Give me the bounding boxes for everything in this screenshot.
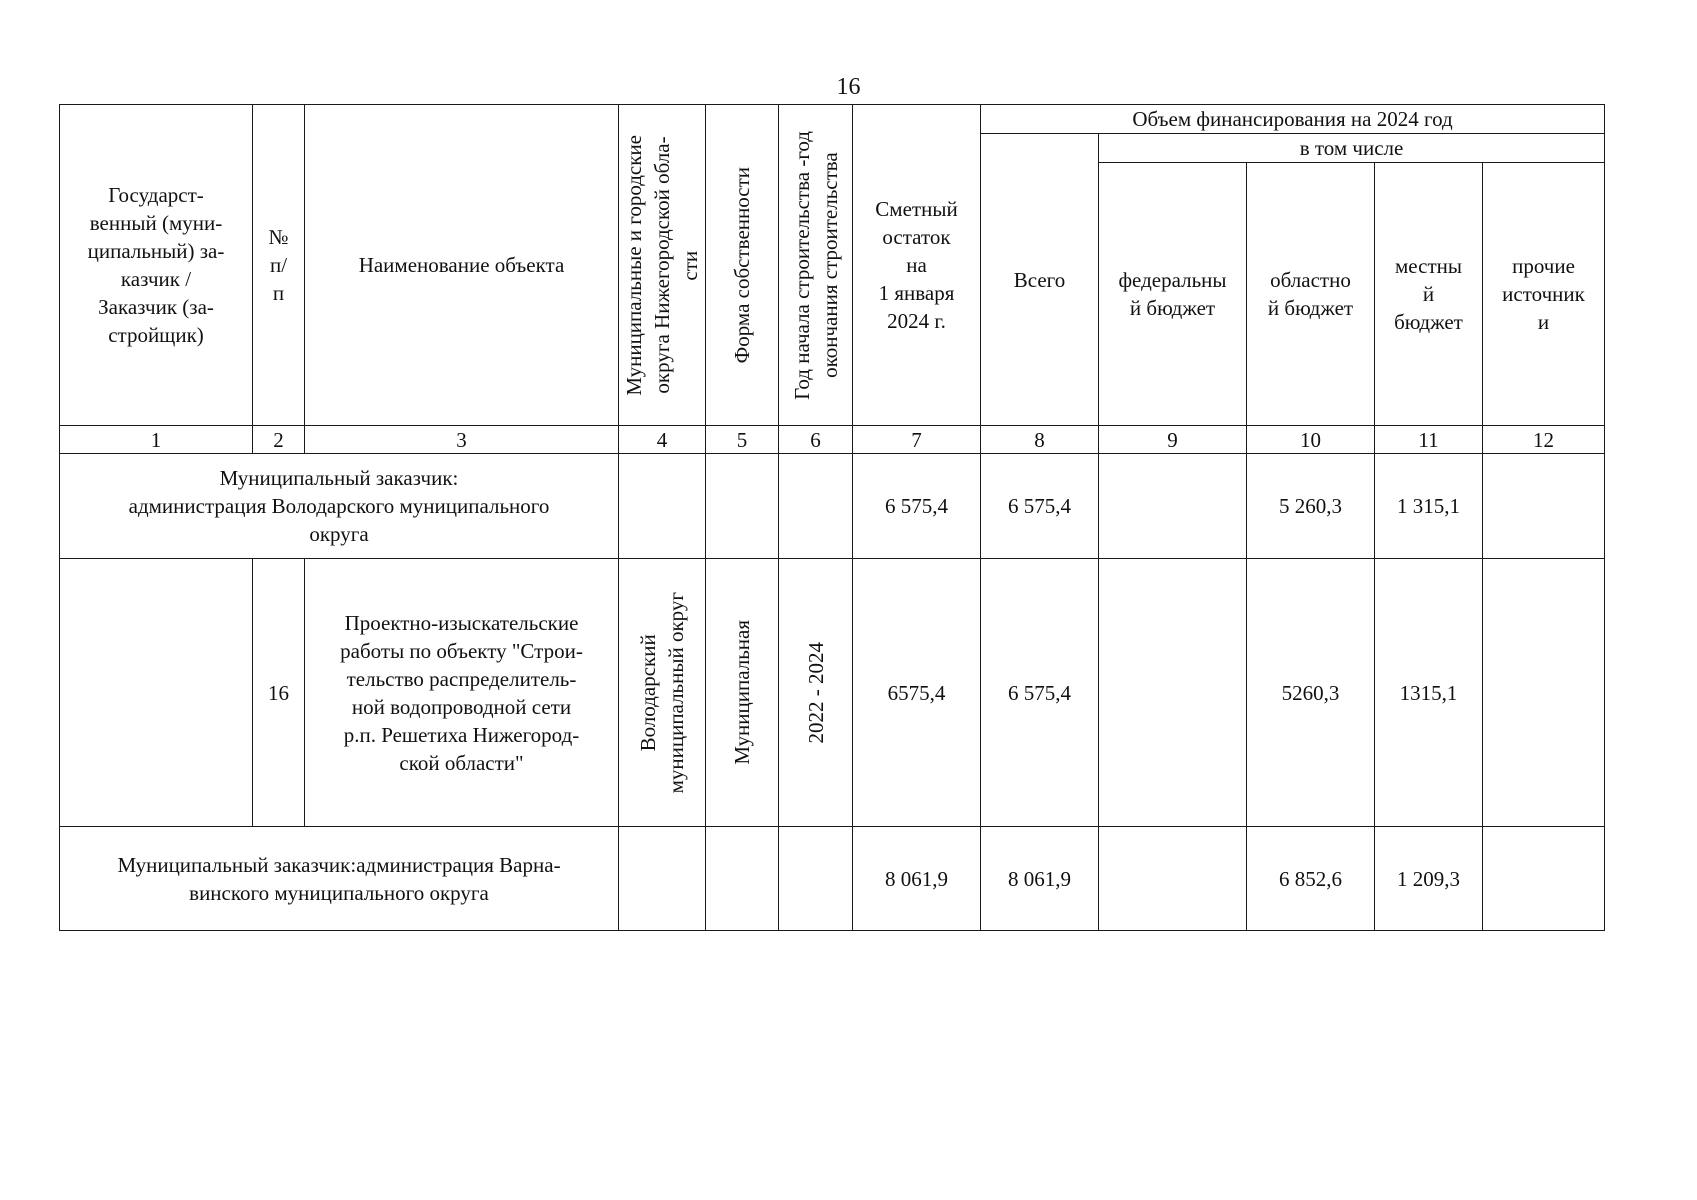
regional-cell: 6 852,6 <box>1247 827 1375 931</box>
years-text: 2022 - 2024 <box>803 641 828 744</box>
total-cell: 6 575,4 <box>981 454 1099 559</box>
total-cell: 6 575,4 <box>981 559 1099 827</box>
local-cell: 1315,1 <box>1375 559 1483 827</box>
object-name-cell: Проектно-изыскательские работы по объекту "Строи- тельство распределитель- ной водопроводной сети р.п. Решетиха Нижегород- ской области" <box>305 559 619 827</box>
other-cell <box>1483 454 1605 559</box>
federal-cell <box>1099 827 1247 931</box>
regional-cell: 5260,3 <box>1247 559 1375 827</box>
municipality-cell <box>619 454 706 559</box>
header-local: местны й бюджет <box>1375 163 1483 426</box>
header-years-text: Год начала строительства -год окончания строительства <box>789 130 842 400</box>
ownership-text: Муниципальная <box>730 620 754 765</box>
table-row-object-16 <box>60 559 1605 827</box>
table-row-volodarsky-summary <box>60 454 1605 559</box>
federal-cell <box>1099 454 1247 559</box>
financing-table <box>59 104 1605 931</box>
column-number: 4 <box>619 426 706 454</box>
column-number: 3 <box>305 426 619 454</box>
ownership-cell <box>706 559 779 827</box>
column-number: 5 <box>706 426 779 454</box>
municipality-cell <box>619 827 706 931</box>
header-financing-group: Объем финансирования на 2024 год <box>981 105 1605 134</box>
column-number: 1 <box>60 426 253 454</box>
column-number: 7 <box>853 426 981 454</box>
row-number-cell: 16 <box>253 559 305 827</box>
column-number: 12 <box>1483 426 1605 454</box>
header-ownership-text: Форма собственности <box>730 166 754 364</box>
header-row-number: № п/ п <box>253 105 305 426</box>
header-ownership <box>706 105 779 426</box>
total-cell: 8 061,9 <box>981 827 1099 931</box>
header-municipality-text: Муниципальные и городские округа Нижегородской обла- сти <box>622 134 702 396</box>
table-row-varnavinsky-summary <box>60 827 1605 931</box>
balance-cell: 8 061,9 <box>853 827 981 931</box>
regional-cell: 5 260,3 <box>1247 454 1375 559</box>
balance-cell: 6575,4 <box>853 559 981 827</box>
column-number: 11 <box>1375 426 1483 454</box>
header-other: прочие источник и <box>1483 163 1605 426</box>
header-balance: Сметный остаток на 1 января 2024 г. <box>853 105 981 426</box>
header-total: Всего <box>981 134 1099 426</box>
column-number: 2 <box>253 426 305 454</box>
customer-varnavinsky: Муниципальный заказчик:администрация Варна- винского муниципального округа <box>60 827 619 931</box>
customer-volodarsky: Муниципальный заказчик: администрация Володарского муниципального округа <box>60 454 619 559</box>
column-number: 10 <box>1247 426 1375 454</box>
customer-cell <box>60 559 253 827</box>
local-cell: 1 315,1 <box>1375 454 1483 559</box>
municipality-text: Володарский муниципальный округ <box>636 591 688 794</box>
local-cell: 1 209,3 <box>1375 827 1483 931</box>
municipality-cell <box>619 559 706 827</box>
ownership-cell <box>706 827 779 931</box>
page-number: 16 <box>836 74 861 100</box>
header-object-name: Наименование объекта <box>305 105 619 426</box>
header-municipality <box>619 105 706 426</box>
ownership-cell <box>706 454 779 559</box>
column-number: 9 <box>1099 426 1247 454</box>
header-customer: Государст- венный (муни- ципальный) за- казчик / Заказчик (за- стройщик) <box>60 105 253 426</box>
header-years <box>779 105 853 426</box>
other-cell <box>1483 559 1605 827</box>
federal-cell <box>1099 559 1247 827</box>
years-cell <box>779 827 853 931</box>
years-cell <box>779 559 853 827</box>
header-including: в том числе <box>1099 134 1605 163</box>
header-federal: федеральны й бюджет <box>1099 163 1247 426</box>
column-number: 6 <box>779 426 853 454</box>
years-cell <box>779 454 853 559</box>
balance-cell: 6 575,4 <box>853 454 981 559</box>
header-regional: областно й бюджет <box>1247 163 1375 426</box>
column-number: 8 <box>981 426 1099 454</box>
other-cell <box>1483 827 1605 931</box>
